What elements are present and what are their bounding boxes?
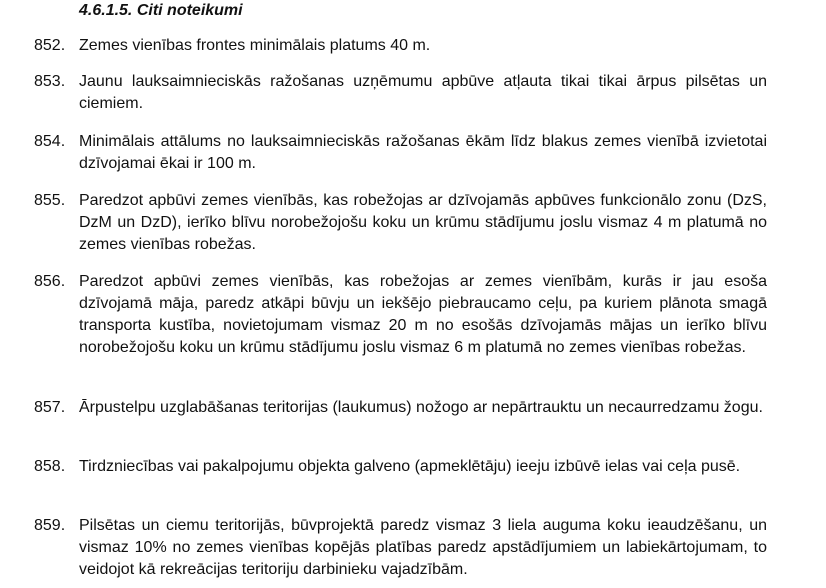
item-number: 856. (34, 273, 66, 290)
item-number: 858. (34, 458, 66, 475)
item-text: Minimālais attālums no lauksaimnieciskās ražošanas ēkām līdz blakus zemes vienībā izvietotai dzīvojamai ēkai ir 100 m. (79, 133, 767, 172)
item-number: 857. (34, 399, 66, 416)
item-text: Paredzot apbūvi zemes vienībās, kas robežojas ar zemes vienībām, kurās ir jau esoša dzīvojamā māja, paredz atkāpi būvju un iekšējo piebraucamo ceļu, pa kuriem plānota smagā transporta kustība, novietojumam vismaz 20 m no esošās dzīvojamās mājas un ierīko blīvu norobežojošu koku un krūmu stādījumu joslu vismaz 6 m platumā no zemes vienības robežas. (79, 273, 767, 356)
item-text: Zemes vienības frontes minimālais platums 40 m. (79, 37, 431, 54)
item-text: Tirdzniecības vai pakalpojumu objekta galveno (apmeklētāju) ieeju izbūvē ielas vai ceļa pusē. (79, 458, 741, 475)
item-number: 852. (34, 37, 66, 54)
item-text: Paredzot apbūvi zemes vienībās, kas robežojas ar dzīvojamās apbūves funkcionālo zonu (DzS, DzM un DzD), ierīko blīvu norobežojošu koku un krūmu stādījumu joslu vismaz 4 m platumā no zemes vienības robežas. (79, 192, 767, 253)
item-number: 855. (34, 192, 66, 209)
item-text: Jaunu lauksaimnieciskās ražošanas uzņēmumu apbūve atļauta tikai tikai ārpus pilsētas un ciemiem. (79, 73, 767, 112)
item-text: Pilsētas un ciemu teritorijās, būvprojektā paredz vismaz 3 liela auguma koku ieaudzēšanu, un vismaz 10% no zemes vienības kopējās platības paredz apstādījumiem un labiekārtojumam, to veidojot kā rekreācijas teritoriju darbinieku vajadzībām. (79, 517, 767, 578)
item-text: Ārpustelpu uzglabāšanas teritorijas (laukumus) nožogo ar nepārtrauktu un necaurredzamu žogu. (79, 399, 763, 416)
section-heading: 4.6.1.5. Citi noteikumi (79, 2, 243, 19)
item-number: 854. (34, 133, 66, 150)
item-number: 859. (34, 517, 66, 534)
item-number: 853. (34, 73, 66, 90)
